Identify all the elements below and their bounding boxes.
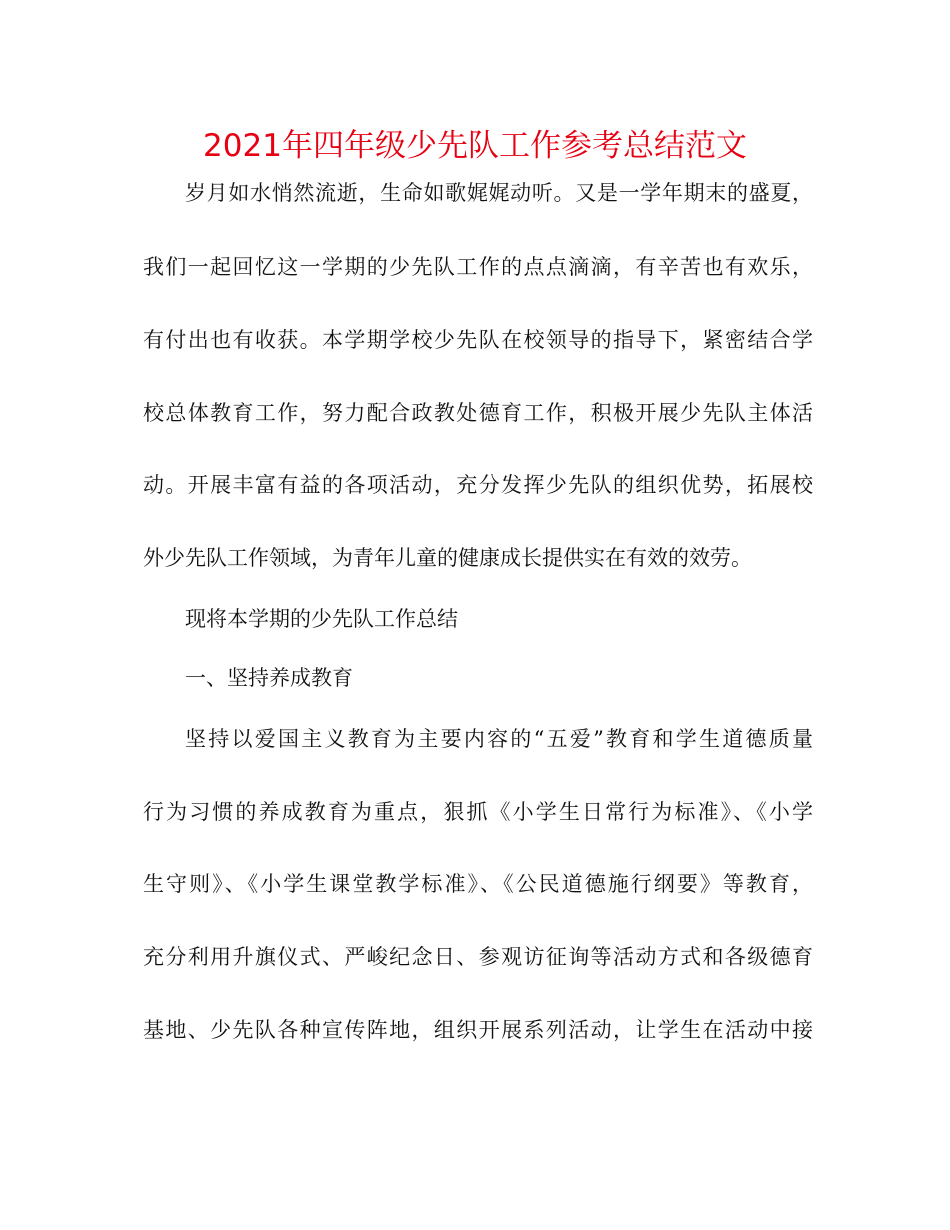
section-heading: 一、坚持养成教育 (185, 666, 353, 690)
paragraph-line: 校总体教育工作，努力配合政教处德育工作，积极开展少先队主体活 (143, 401, 813, 425)
paragraph-line: 外少先队工作领域，为青年儿童的健康成长提供实在有效的效劳。 (143, 546, 752, 570)
paragraph-line: 充分利用升旗仪式、严峻纪念日、参观访征询等活动方式和各级德育 (143, 945, 813, 969)
paragraph-line: 坚持以爱国主义教育为主要内容的“五爱”教育和学生道德质量 (185, 727, 813, 751)
paragraph-line: 动。开展丰富有益的各项活动，充分发挥少先队的组织优势，拓展校 (143, 473, 813, 497)
paragraph-line: 我们一起回忆这一学期的少先队工作的点点滴滴，有辛苦也有欢乐， (143, 255, 813, 279)
paragraph-line: 行为习惯的养成教育为重点，狠抓《小学生日常行为标准》、《小学 (143, 800, 813, 824)
paragraph-line: 基地、少先队各种宣传阵地，组织开展系列活动，让学生在活动中接 (143, 1018, 813, 1042)
document-title: 2021年四年级少先队工作参考总结范文 (203, 128, 747, 164)
paragraph-line: 岁月如水悄然流逝，生命如歌娓娓动听。又是一学年期末的盛夏， (185, 181, 813, 205)
paragraph-line: 有付出也有收获。本学期学校少先队在校领导的指导下，紧密结合学 (143, 328, 813, 352)
paragraph-line: 现将本学期的少先队工作总结 (185, 607, 458, 631)
paragraph-line: 生守则》、《小学生课堂教学标准》、《公民道德施行纲要》等教育， (143, 872, 813, 896)
